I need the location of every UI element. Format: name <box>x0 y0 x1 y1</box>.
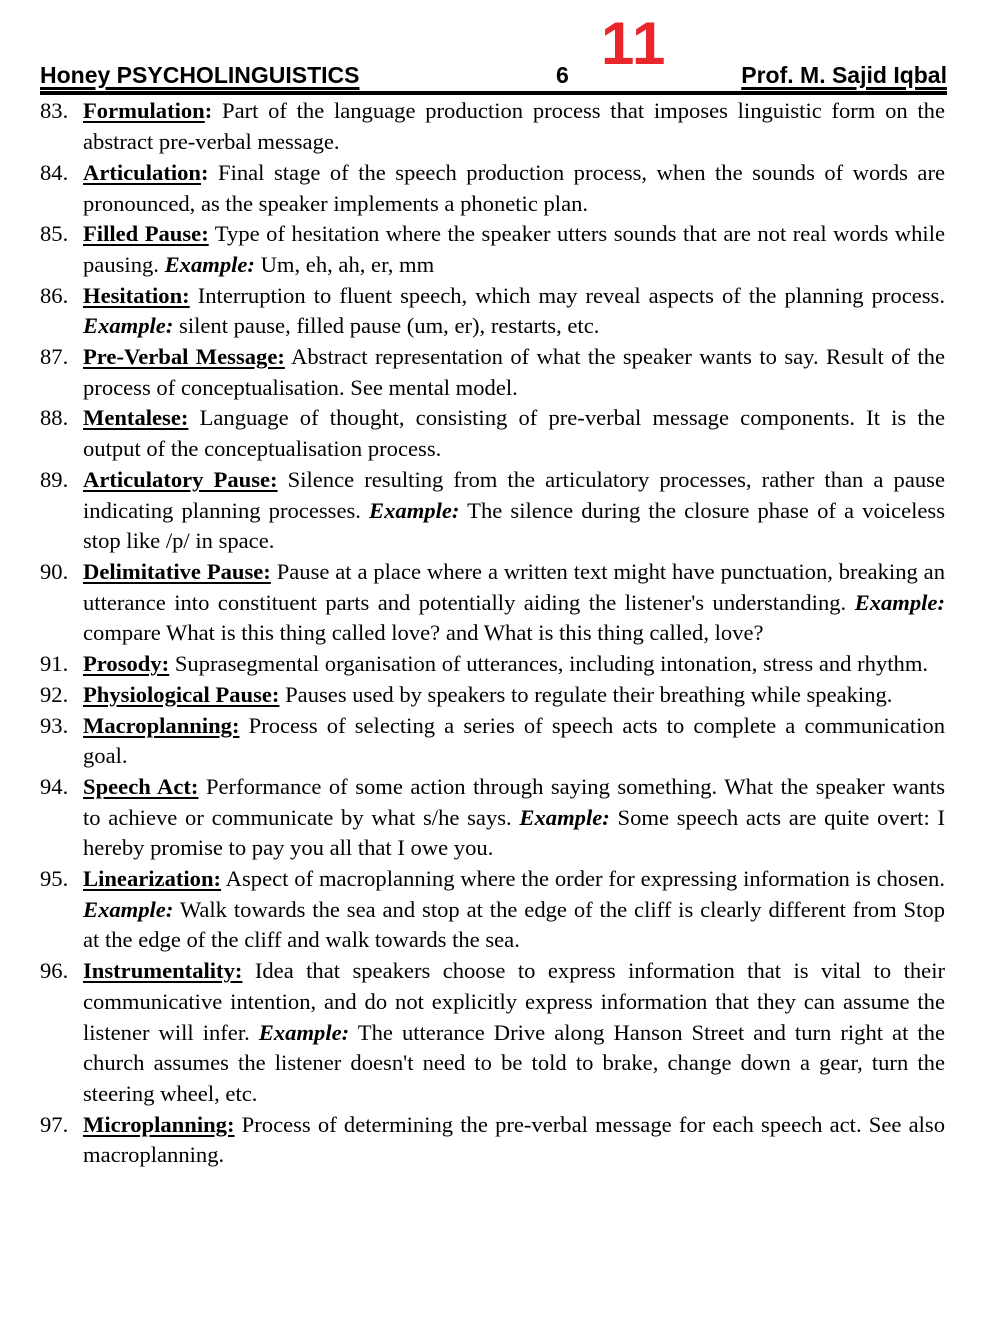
glossary-item <box>40 711 945 772</box>
item-definition-text: Um, eh, ah, er, mm <box>254 251 435 277</box>
glossary-item <box>40 680 945 711</box>
glossary-item <box>40 96 945 157</box>
item-number: 97. <box>40 1111 69 1137</box>
item-definition-text: The silence during the closure phase of a voiceless stop like /p/ in space. <box>83 497 945 554</box>
item-definition-text: Walk towards the sea and stop at the edge of the cliff is clearly different from Stop at the edge of the cliff and walk towards the sea. <box>83 896 945 953</box>
item-term: Macroplanning: <box>83 712 240 738</box>
item-term: Mentalese: <box>83 405 189 431</box>
example-label: Example: <box>519 804 610 830</box>
item-term: Articulation <box>83 159 201 185</box>
item-term-colon: : <box>200 159 209 185</box>
item-number: 94. <box>40 773 69 799</box>
glossary-item <box>40 342 945 403</box>
header-course-title: Honey PSYCHOLINGUISTICS <box>40 62 360 88</box>
item-number: 93. <box>40 712 69 738</box>
glossary-item <box>40 281 945 342</box>
glossary-list <box>40 96 945 1171</box>
item-number: 91. <box>40 651 69 677</box>
glossary-item <box>40 956 945 1110</box>
item-number: 96. <box>40 958 69 984</box>
item-definition-text: Interruption to fluent speech, which may reveal aspects of the planning process. <box>189 282 945 308</box>
item-definition-text: Process of determining the pre-verbal message for each speech act. See also macroplanning. <box>83 1111 945 1168</box>
item-number: 89. <box>40 466 69 492</box>
item-term: Microplanning: <box>83 1111 235 1137</box>
item-term: Hesitation: <box>83 282 190 308</box>
glossary-item <box>40 403 945 464</box>
glossary-item <box>40 158 945 219</box>
item-term: Linearization: <box>83 866 222 892</box>
item-number: 83. <box>40 98 69 124</box>
page-header <box>40 62 947 95</box>
glossary-item <box>40 219 945 280</box>
item-number: 92. <box>40 681 69 707</box>
item-term: Instrumentality: <box>83 958 243 984</box>
header-page-number: 6 <box>555 62 569 88</box>
item-term: Delimitative Pause: <box>83 558 271 584</box>
glossary-item <box>40 557 945 649</box>
item-definition-text: Type of hesitation where the speaker utters sounds that are not real words while pausing. <box>83 221 945 277</box>
example-label: Example: <box>854 589 945 615</box>
item-number: 90. <box>40 558 69 584</box>
item-number: 87. <box>40 344 69 370</box>
item-definition-text: Pauses used by speakers to regulate their breathing while speaking. <box>279 681 893 707</box>
item-number: 84. <box>40 159 69 185</box>
item-definition-text: Pause at a place where a written text might have punctuation, breaking an utterance into constituent parts and potentially aiding the listener's understanding. <box>83 558 945 615</box>
example-label: Example: <box>258 1019 350 1045</box>
item-number: 95. <box>40 866 69 892</box>
glossary-item <box>40 772 945 864</box>
item-definition-text: Part of the language production process that imposes linguistic form on the abstract pre-verbal message. <box>83 98 945 155</box>
glossary-item <box>40 864 945 956</box>
item-definition-text: Performance of some action through saying something. What the speaker wants to achieve or communicate by what s/he says. <box>83 773 946 830</box>
example-label: Example: <box>369 497 460 523</box>
glossary-item <box>40 465 945 557</box>
example-label: Example: <box>83 896 174 922</box>
item-definition-text: Some speech acts are quite overt: I hereby promise to pay you all that I owe you. <box>83 804 945 861</box>
item-definition-text: Final stage of the speech production process, when the sounds of words are pronounced, as the speaker implements a phonetic plan. <box>83 159 945 216</box>
item-number: 88. <box>40 405 69 431</box>
handwritten-page-number: 11 <box>601 10 667 77</box>
item-term: Formulation <box>83 98 205 124</box>
item-definition-text: Silence resulting from the articulatory processes, rather than a pause indicating planning processes. <box>83 466 945 523</box>
item-definition-text: compare What is this thing called love? and What is this thing called, love? <box>83 620 764 646</box>
item-term: Speech Act: <box>83 773 199 799</box>
glossary-item <box>40 649 945 680</box>
example-label: Example: <box>83 313 174 339</box>
item-definition-text: silent pause, filled pause (um, er), restarts, etc. <box>173 313 600 339</box>
item-definition-text: The utterance Drive along Hanson Street and turn right at the church assumes the listener doesn't need to be told to brake, change down a gear, turn the steering wheel, etc. <box>83 1019 945 1106</box>
glossary-item <box>40 1110 945 1171</box>
item-number: 86. <box>40 282 69 308</box>
example-label: Example: <box>164 251 255 277</box>
item-term-colon: : <box>204 98 213 124</box>
item-term: Physiological Pause: <box>83 681 280 707</box>
item-term: Pre-Verbal Message: <box>83 344 285 370</box>
item-term: Prosody: <box>83 651 170 677</box>
item-number: 85. <box>40 221 69 247</box>
item-definition-text: Aspect of macroplanning where the order for expressing information is chosen. <box>221 866 945 892</box>
item-definition-text: Suprasegmental organisation of utterances, including intonation, stress and rhythm. <box>169 651 929 677</box>
header-author: Prof. M. Sajid Iqbal <box>741 62 947 88</box>
item-definition-text: Idea that speakers choose to express information that is vital to their communicative intention, and do not explicitly express information that they can assume the listener will infer. <box>83 958 945 1045</box>
item-term: Filled Pause: <box>83 221 209 247</box>
item-term: Articulatory Pause: <box>83 466 278 492</box>
item-definition-text: Language of thought, consisting of pre-verbal message components. It is the output of the conceptualisation process. <box>83 405 945 462</box>
item-definition-text: Abstract representation of what the speaker wants to say. Result of the process of conceptualisation. See mental model. <box>83 344 945 400</box>
item-definition-text: Process of selecting a series of speech acts to complete a communication goal. <box>83 712 945 769</box>
